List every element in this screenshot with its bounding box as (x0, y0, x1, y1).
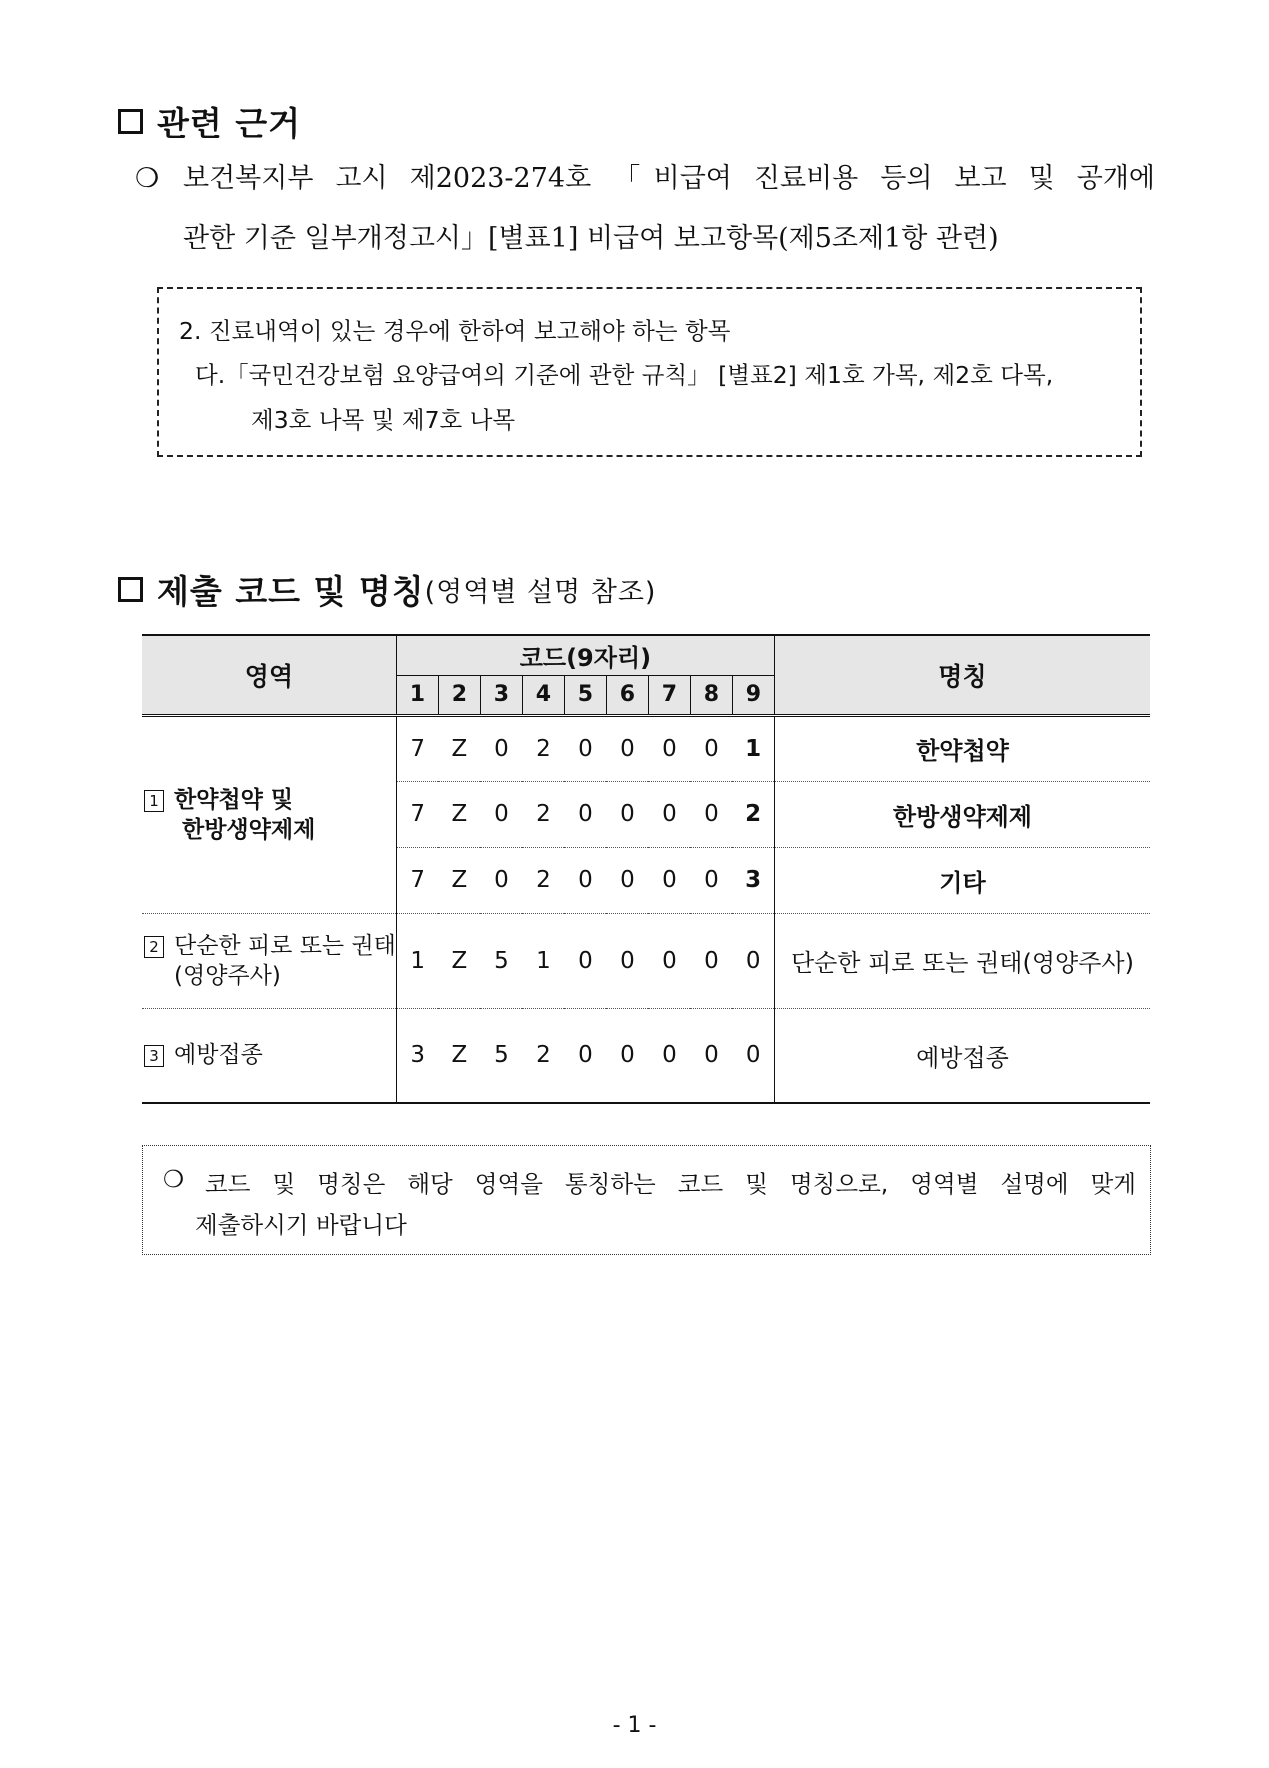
code-digit-cell: 0 (732, 1008, 774, 1103)
code-digit-cell: 0 (648, 913, 690, 1008)
code-digit-cell: Z (438, 1008, 480, 1103)
code-digit-cell: 2 (522, 847, 564, 913)
code-digit-cell: 7 (396, 781, 438, 847)
code-digit-cell: 2 (522, 781, 564, 847)
header-digit: 2 (438, 675, 480, 715)
header-name: 명칭 (774, 635, 1150, 715)
area-label-line-2: (영양주사) (174, 962, 281, 989)
code-digit-cell: 1 (732, 715, 774, 781)
code-digit-cell: 0 (480, 847, 522, 913)
section-heading-codes (118, 566, 656, 613)
code-digit-cell: 0 (606, 1008, 648, 1103)
checkbox-square-icon (118, 577, 143, 602)
code-digit-cell: 0 (732, 913, 774, 1008)
area-number-box: 3 (144, 1045, 164, 1067)
header-digit: 3 (480, 675, 522, 715)
code-digit-cell: 0 (564, 847, 606, 913)
page-number: - 1 - (612, 1713, 657, 1738)
table-row (142, 1008, 1150, 1103)
code-digit-cell: 0 (480, 715, 522, 781)
code-digit-cell: 0 (648, 1008, 690, 1103)
code-digit-cell: 0 (648, 781, 690, 847)
circle-bullet-icon: ❍ (163, 1165, 185, 1193)
code-digit-cell: 0 (564, 781, 606, 847)
detail-line-3: 제3호 나목 및 제7호 나목 (251, 406, 516, 434)
header-code: 코드(9자리) (396, 635, 774, 675)
detail-line-2: 다.「국민건강보험 요양급여의 기준에 관한 규칙」 [별표2] 제1호 가목, 제2호 다목, (195, 361, 1054, 389)
header-digit: 5 (564, 675, 606, 715)
note-line-1: 코드 및 명칭은 해당 영역을 통칭하는 코드 및 명칭으로, 영역별 설명에 맞게 (205, 1170, 1136, 1198)
code-digit-cell: 3 (732, 847, 774, 913)
section-title: 제출 코드 및 명칭 (157, 572, 425, 611)
code-digit-cell: 0 (564, 715, 606, 781)
code-digit-cell: Z (438, 913, 480, 1008)
area-number-box: 2 (144, 936, 164, 958)
code-digit-cell: 0 (690, 1008, 732, 1103)
code-digit-cell: 0 (606, 913, 648, 1008)
code-digit-cell: 7 (396, 847, 438, 913)
detail-line-1: 2. 진료내역이 있는 경우에 한하여 보고해야 하는 항목 (179, 317, 731, 345)
name-cell: 단순한 피로 또는 권태(영양주사) (774, 913, 1150, 1008)
code-digit-cell: 0 (564, 1008, 606, 1103)
area-label-line-1: 단순한 피로 또는 권태 (174, 932, 396, 959)
code-digit-cell: 2 (522, 715, 564, 781)
code-digit-cell: 0 (690, 847, 732, 913)
code-digit-cell: 0 (690, 781, 732, 847)
basis-line-2: 관한 기준 일부개정고시」[별표1] 비급여 보고항목(제5조제1항 관련) (183, 223, 999, 254)
header-digit: 9 (732, 675, 774, 715)
note-box (142, 1145, 1151, 1255)
code-digit-cell: 2 (732, 781, 774, 847)
header-digit: 8 (690, 675, 732, 715)
area-cell (142, 715, 396, 913)
table-row (142, 715, 1150, 781)
code-digit-cell: 3 (396, 1008, 438, 1103)
basis-line-1: 보건복지부 고시 제2023-274호 「비급여 진료비용 등의 보고 및 공개에 (183, 163, 1155, 194)
area-number-box: 1 (144, 790, 164, 812)
basis-detail-box (157, 287, 1142, 457)
code-table (142, 634, 1150, 1104)
code-digit-cell: 0 (606, 715, 648, 781)
code-digit-cell: Z (438, 715, 480, 781)
section-title: 관련 근거 (157, 104, 302, 143)
code-digit-cell: Z (438, 781, 480, 847)
section-subtitle: (영역별 설명 참조) (424, 577, 657, 608)
code-digit-cell: 0 (564, 913, 606, 1008)
code-digit-cell: 7 (396, 715, 438, 781)
code-digit-cell: 2 (522, 1008, 564, 1103)
area-label-line-2: 한방생약제제 (182, 816, 316, 843)
area-cell (142, 913, 396, 1008)
code-digit-cell: 0 (606, 781, 648, 847)
name-cell: 한방생약제제 (774, 781, 1150, 847)
name-cell: 기타 (774, 847, 1150, 913)
code-digit-cell: 0 (690, 715, 732, 781)
section-heading-basis (118, 98, 301, 145)
area-label-line-1: 한약첩약 및 (174, 786, 294, 813)
header-digit: 4 (522, 675, 564, 715)
code-digit-cell: 0 (648, 715, 690, 781)
header-digit: 7 (648, 675, 690, 715)
checkbox-square-icon (118, 109, 143, 134)
area-cell (142, 1008, 396, 1103)
code-digit-cell: 5 (480, 913, 522, 1008)
code-digit-cell: 0 (690, 913, 732, 1008)
header-digit: 1 (396, 675, 438, 715)
table-row (142, 913, 1150, 1008)
code-digit-cell: 5 (480, 1008, 522, 1103)
header-area: 영역 (142, 635, 396, 715)
area-label-line-1: 예방접종 (174, 1042, 263, 1069)
code-digit-cell: 1 (396, 913, 438, 1008)
code-digit-cell: 0 (648, 847, 690, 913)
note-line-2: 제출하시기 바랍니다 (195, 1211, 407, 1239)
circle-bullet-icon: ❍ (135, 163, 160, 194)
name-cell: 예방접종 (774, 1008, 1150, 1103)
name-cell: 한약첩약 (774, 715, 1150, 781)
code-digit-cell: Z (438, 847, 480, 913)
code-digit-cell: 1 (522, 913, 564, 1008)
code-digit-cell: 0 (606, 847, 648, 913)
header-digit: 6 (606, 675, 648, 715)
code-digit-cell: 0 (480, 781, 522, 847)
